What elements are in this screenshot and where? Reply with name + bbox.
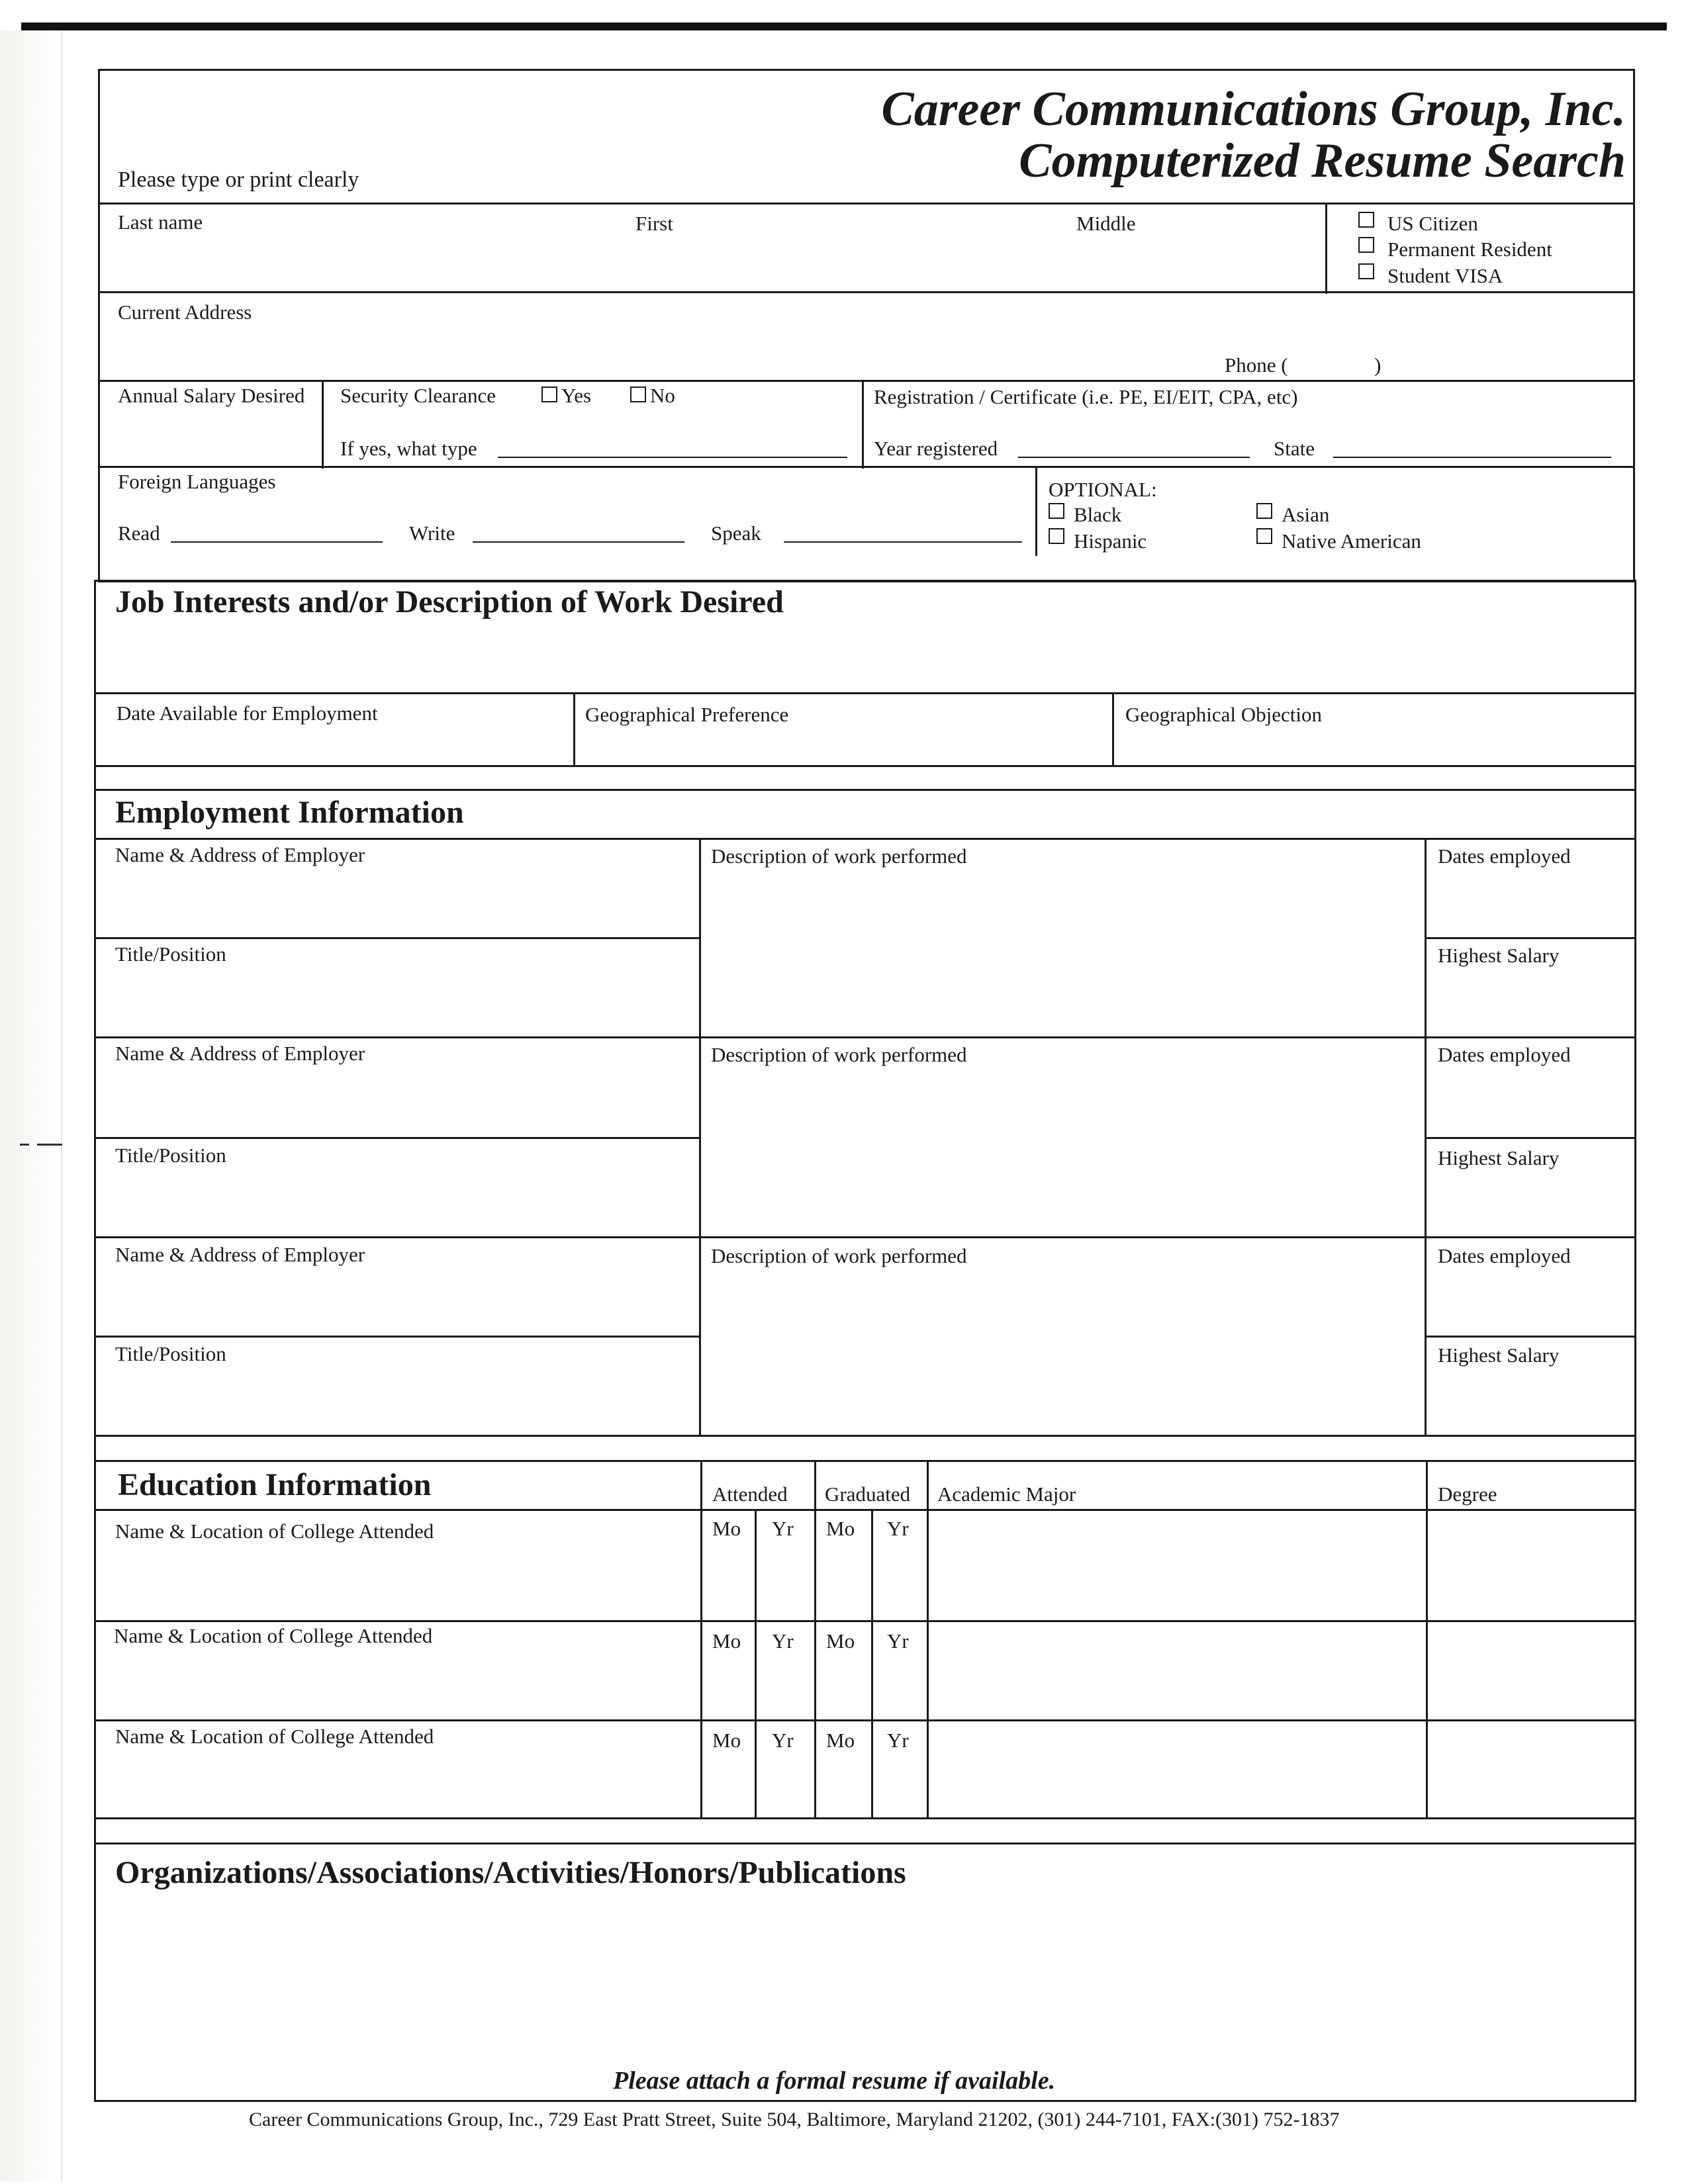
divider [95, 789, 1635, 791]
clearance-type-field[interactable] [498, 457, 847, 458]
geo-objection-label: Geographical Objection [1125, 703, 1322, 726]
registration-label: Registration / Certificate (i.e. PE, EI/EIT, CPA, etc) [874, 385, 1298, 408]
dates-employed-label: Dates employed [1438, 1244, 1571, 1267]
employer-name-label: Name & Address of Employer [115, 1243, 365, 1266]
student-visa-checkbox[interactable] [1358, 263, 1374, 279]
hispanic-label: Hispanic [1074, 529, 1147, 553]
divider [95, 1435, 1635, 1437]
attended-year-label: Yr [772, 1729, 794, 1752]
hispanic-checkbox[interactable] [1049, 528, 1064, 544]
divider [95, 1137, 700, 1139]
first-name-label: First [635, 212, 673, 235]
divider [95, 1236, 1635, 1238]
us-citizen-label: US Citizen [1387, 212, 1478, 235]
work-description-label: Description of work performed [711, 1244, 967, 1267]
year-registered-field[interactable] [1018, 457, 1250, 458]
divider [1112, 692, 1114, 766]
margin-tick [37, 1144, 62, 1146]
divider [95, 838, 1635, 840]
divider [95, 1817, 1635, 1819]
permanent-resident-checkbox[interactable] [1358, 237, 1374, 253]
divider [927, 1460, 929, 1819]
form-title: Computerized Resume Search [1019, 134, 1626, 188]
write-label: Write [409, 522, 455, 545]
black-checkbox[interactable] [1049, 503, 1064, 519]
graduated-label: Graduated [825, 1482, 911, 1506]
organizations-heading: Organizations/Associations/Activities/Honors/Publications [115, 1855, 906, 1890]
divider [95, 1460, 1635, 1462]
divider [95, 1509, 1635, 1511]
current-address-label: Current Address [118, 300, 252, 324]
divider [98, 203, 1635, 205]
divider [871, 1509, 873, 1819]
print-instruction: Please type or print clearly [118, 167, 359, 192]
attended-year-label: Yr [772, 1629, 794, 1653]
divider [862, 380, 864, 469]
highest-salary-label: Highest Salary [1438, 1146, 1560, 1169]
divider [814, 1460, 816, 1819]
divider [1425, 937, 1635, 939]
divider [95, 765, 1635, 767]
attended-month-label: Mo [712, 1517, 741, 1540]
native-american-label: Native American [1282, 529, 1421, 553]
foreign-languages-label: Foreign Languages [118, 470, 276, 493]
divider [95, 1843, 1635, 1844]
highest-salary-label: Highest Salary [1438, 944, 1560, 967]
native-american-checkbox[interactable] [1256, 528, 1272, 544]
student-visa-label: Student VISA [1387, 264, 1503, 287]
middle-name-label: Middle [1076, 212, 1136, 235]
college-label: Name & Location of College Attended [115, 1520, 434, 1543]
divider [1425, 1137, 1635, 1139]
graduated-month-label: Mo [826, 1729, 855, 1752]
college-label: Name & Location of College Attended [115, 1725, 434, 1748]
optional-label: OPTIONAL: [1049, 478, 1157, 501]
date-available-label: Date Available for Employment [117, 702, 378, 725]
title-position-label: Title/Position [115, 1144, 226, 1167]
divider [755, 1509, 757, 1819]
divider [95, 937, 700, 939]
title-position-label: Title/Position [115, 942, 226, 966]
dates-employed-label: Dates employed [1438, 844, 1571, 868]
black-label: Black [1074, 503, 1122, 526]
write-field[interactable] [473, 541, 684, 543]
divider [95, 1620, 1635, 1622]
state-label: State [1274, 437, 1315, 460]
clearance-yes-checkbox[interactable] [541, 387, 557, 402]
last-name-label: Last name [118, 210, 203, 234]
employment-heading: Employment Information [115, 795, 464, 830]
highest-salary-label: Highest Salary [1438, 1343, 1560, 1367]
clearance-no-checkbox[interactable] [630, 387, 646, 402]
divider [95, 1719, 1635, 1721]
margin-tick [20, 1144, 29, 1146]
geo-preference-label: Geographical Preference [585, 703, 789, 726]
clearance-type-label: If yes, what type [340, 437, 477, 460]
read-field[interactable] [171, 541, 383, 543]
year-registered-label: Year registered [874, 437, 998, 460]
divider [1325, 203, 1327, 294]
phone-close-paren: ) [1374, 353, 1382, 377]
us-citizen-checkbox[interactable] [1358, 212, 1374, 228]
divider [1035, 466, 1037, 556]
academic-major-label: Academic Major [937, 1482, 1076, 1506]
college-label: Name & Location of College Attended [114, 1624, 433, 1647]
page-binding-line [61, 30, 62, 2181]
clearance-no-label: No [650, 384, 675, 407]
divider [95, 1036, 1635, 1038]
divider [322, 380, 324, 469]
page-left-edge-shadow [0, 30, 58, 2181]
annual-salary-label: Annual Salary Desired [118, 384, 305, 407]
asian-label: Asian [1282, 503, 1330, 526]
clearance-yes-label: Yes [561, 384, 592, 407]
graduated-year-label: Yr [887, 1629, 909, 1653]
attended-label: Attended [712, 1482, 788, 1506]
education-heading: Education Information [118, 1467, 432, 1502]
security-clearance-label: Security Clearance [340, 384, 496, 407]
permanent-resident-label: Permanent Resident [1387, 238, 1552, 261]
asian-checkbox[interactable] [1256, 503, 1272, 519]
employer-name-label: Name & Address of Employer [115, 1042, 365, 1065]
phone-label: Phone ( [1225, 353, 1288, 377]
attended-month-label: Mo [712, 1729, 741, 1752]
divider [573, 692, 575, 766]
graduated-year-label: Yr [887, 1517, 909, 1540]
company-address: Career Communications Group, Inc., 729 East Pratt Street, Suite 504, Baltimore, Maryland 21202, (301) 244-7101, FAX:(301) 752-1837 [249, 2109, 1340, 2130]
resume-note: Please attach a formal resume if available. [613, 2067, 1056, 2095]
dates-employed-label: Dates employed [1438, 1043, 1571, 1066]
speak-field[interactable] [784, 541, 1022, 543]
work-description-label: Description of work performed [711, 1043, 967, 1066]
attended-year-label: Yr [772, 1517, 794, 1540]
graduated-year-label: Yr [887, 1729, 909, 1752]
divider [1425, 1336, 1635, 1338]
title-position-label: Title/Position [115, 1342, 226, 1365]
divider [95, 692, 1635, 694]
state-field[interactable] [1333, 457, 1611, 458]
company-title: Career Communications Group, Inc. [881, 82, 1626, 136]
divider [95, 1336, 700, 1338]
divider [98, 380, 1635, 382]
job-interests-heading: Job Interests and/or Description of Work Desired [115, 584, 784, 619]
graduated-month-label: Mo [826, 1629, 855, 1653]
attended-month-label: Mo [712, 1629, 741, 1653]
divider [700, 1460, 702, 1819]
graduated-month-label: Mo [826, 1517, 855, 1540]
read-label: Read [118, 522, 160, 545]
divider [98, 466, 1635, 468]
degree-label: Degree [1438, 1482, 1497, 1506]
work-description-label: Description of work performed [711, 844, 967, 868]
divider [1426, 1460, 1428, 1819]
speak-label: Speak [711, 522, 761, 545]
employer-name-label: Name & Address of Employer [115, 843, 365, 866]
page-top-bar [21, 23, 1667, 30]
divider [98, 291, 1635, 293]
